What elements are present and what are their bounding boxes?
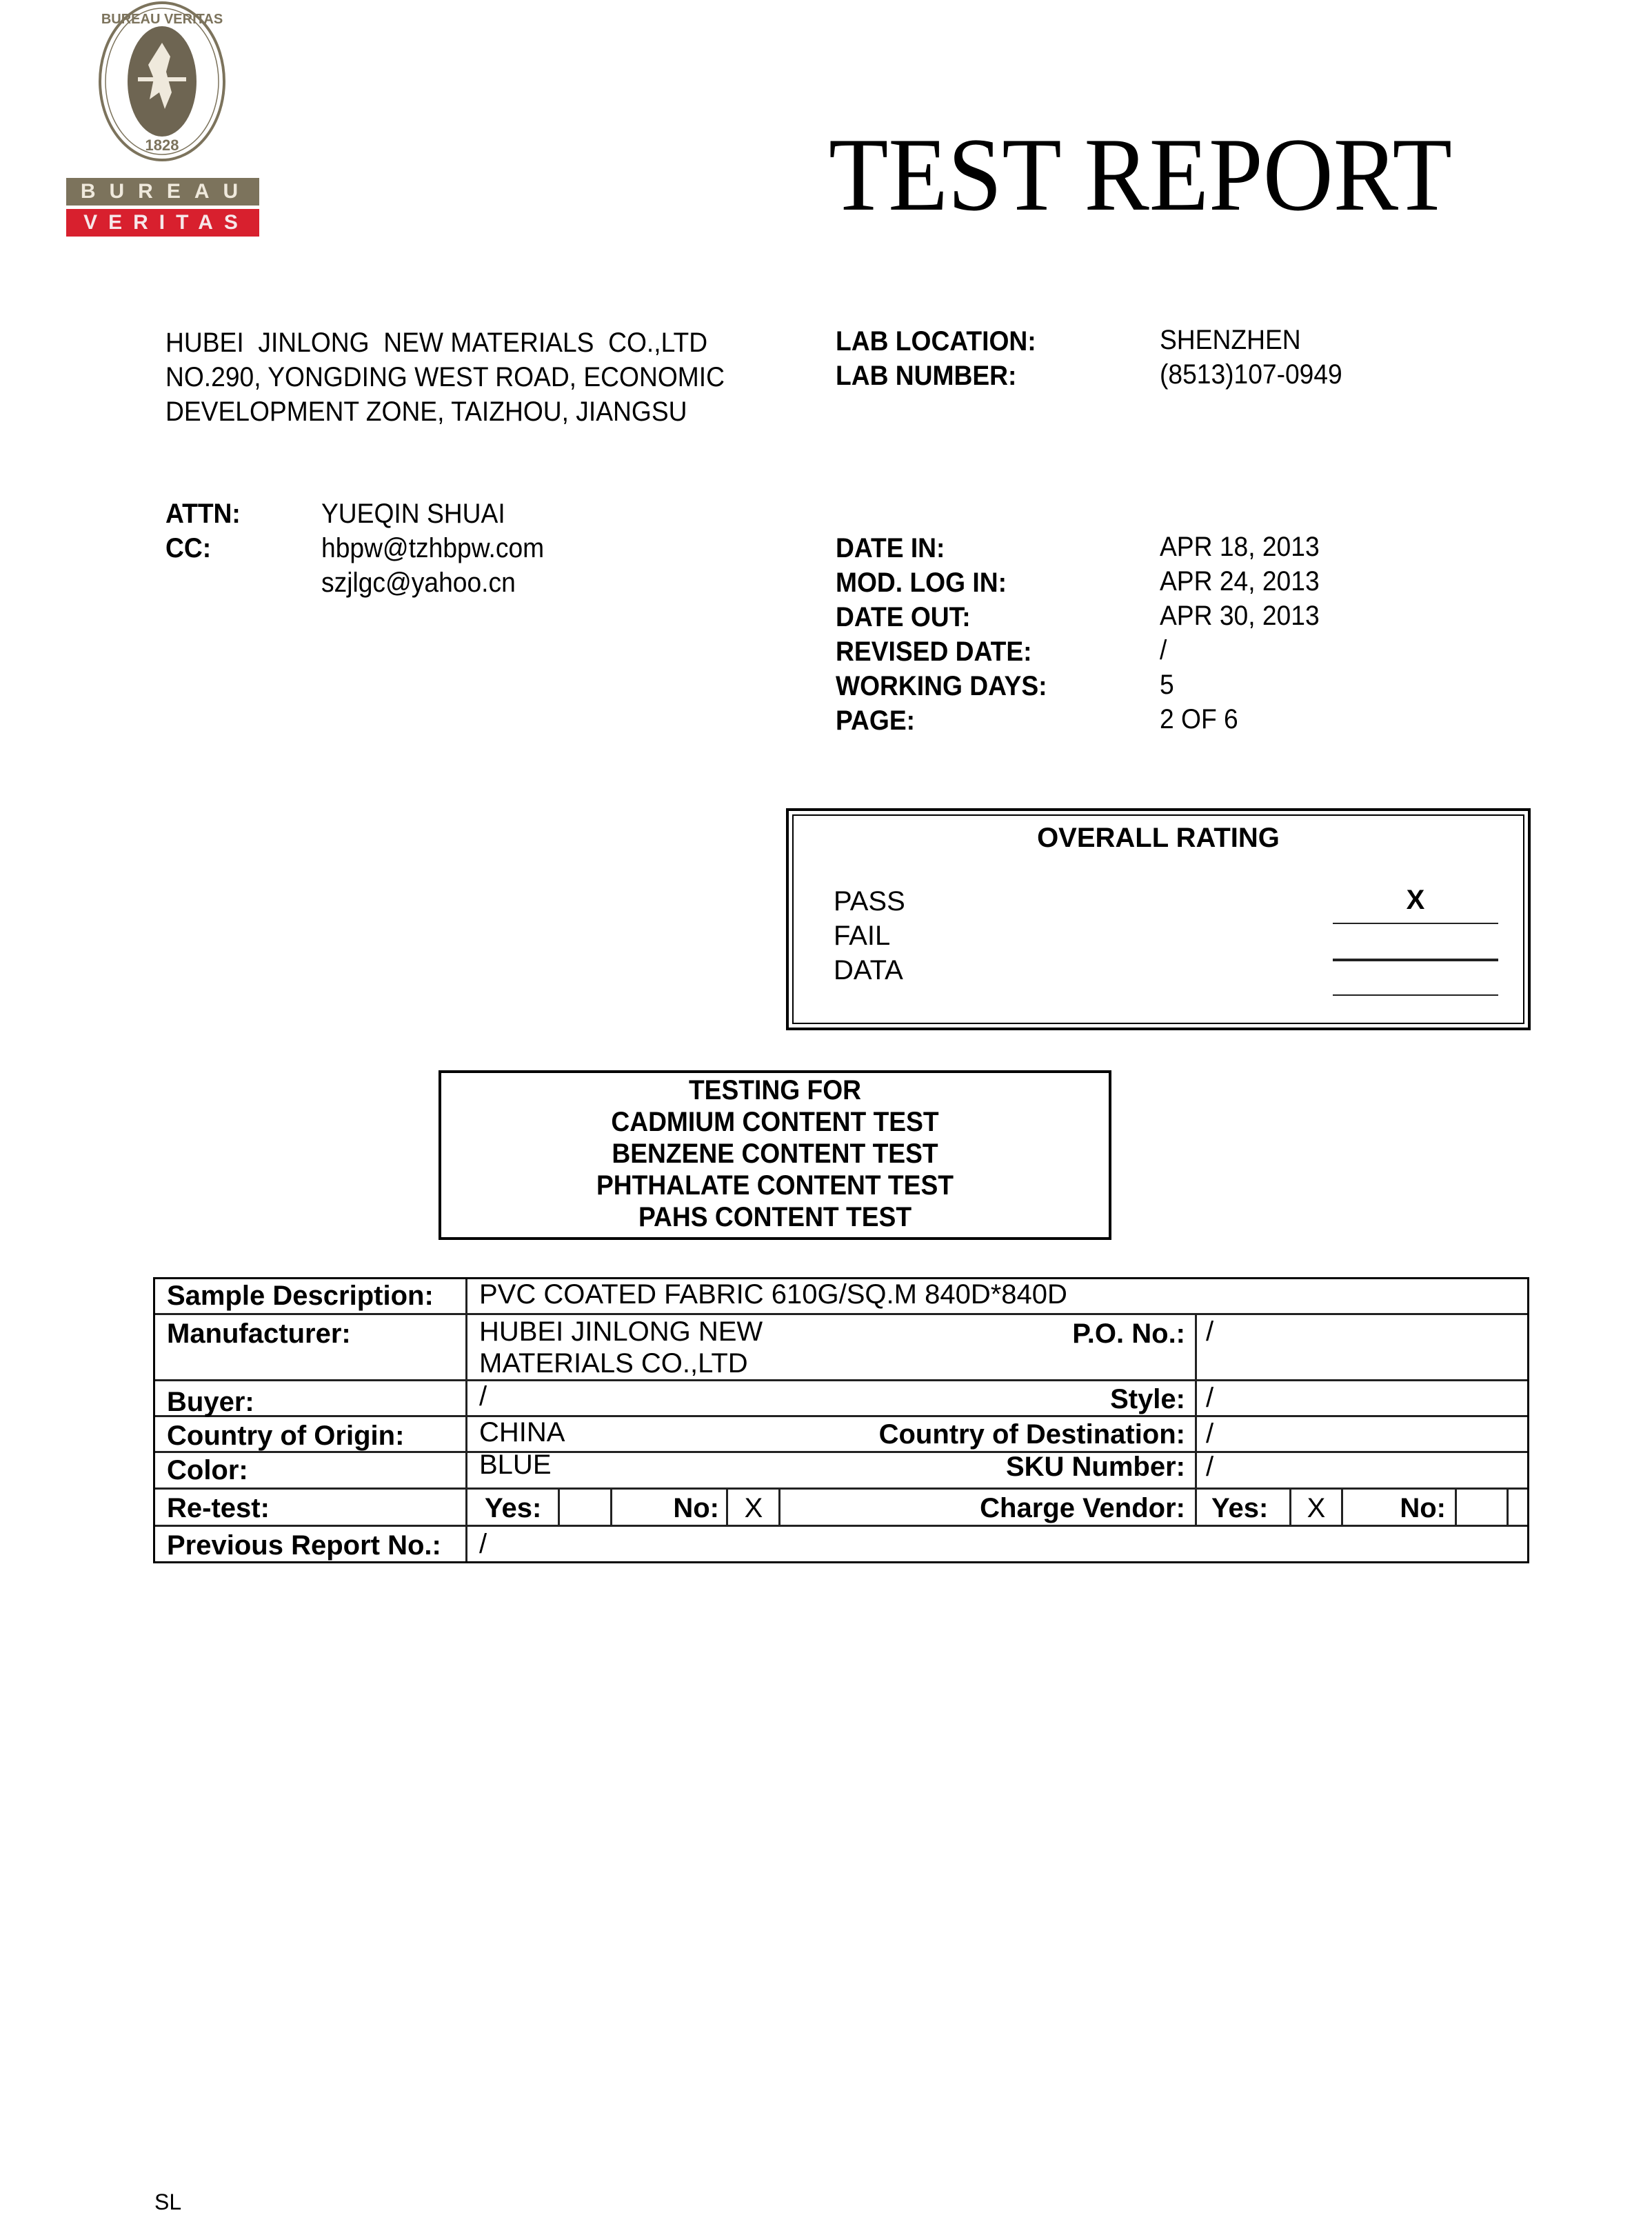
lab-number-value: (8513)107-0949	[1160, 359, 1342, 390]
attn-value: YUEQIN SHUAI	[321, 499, 505, 529]
client-address-line: DEVELOPMENT ZONE, TAIZHOU, JIANGSU	[165, 397, 687, 427]
rating-option-label: DATA	[834, 955, 903, 985]
country-of-destination-value: /	[1206, 1419, 1214, 1449]
style-label: Style:	[1110, 1384, 1185, 1414]
retest-no-checkbox[interactable]: X	[744, 1493, 763, 1523]
client-address	[165, 325, 725, 429]
charge-vendor-label: Charge Vendor:	[980, 1493, 1185, 1523]
date-label: MOD. LOG IN:	[836, 568, 1007, 598]
date-value: APR 24, 2013	[1160, 566, 1320, 597]
rating-option-label: PASS	[834, 886, 905, 916]
country-of-origin-value: CHINA	[479, 1417, 565, 1447]
testing-item: PHTHALATE CONTENT TEST	[596, 1170, 954, 1201]
col-divider	[1195, 1313, 1197, 1525]
rating-option-label: FAIL	[834, 921, 891, 951]
row-divider	[155, 1379, 1527, 1381]
date-label: DATE OUT:	[836, 602, 971, 632]
sku-number-value: /	[1206, 1452, 1214, 1482]
row-divider	[155, 1487, 1527, 1490]
attn-label: ATTN:	[165, 499, 241, 529]
client-address-line: HUBEI JINLONG NEW MATERIALS CO.,LTD	[165, 328, 708, 358]
country-of-destination-label: Country of Destination:	[878, 1419, 1185, 1450]
testing-item: BENZENE CONTENT TEST	[612, 1139, 938, 1169]
po-number-label: P.O. No.:	[1072, 1319, 1185, 1349]
cell-divider	[1507, 1487, 1509, 1525]
po-number-value: /	[1206, 1316, 1214, 1347]
lab-location-value: SHENZHEN	[1160, 325, 1301, 355]
manufacturer-value-line: MATERIALS CO.,LTD	[479, 1348, 748, 1379]
cell-divider	[1341, 1487, 1343, 1525]
footer-initials: SL	[154, 2190, 182, 2214]
cc-label: CC:	[165, 533, 212, 563]
date-value: 2 OF 6	[1160, 704, 1238, 734]
cell-divider	[610, 1487, 612, 1525]
lab-number-label: LAB NUMBER:	[836, 361, 1017, 391]
date-value: APR 18, 2013	[1160, 532, 1320, 562]
retest-yes-label: Yes:	[485, 1493, 542, 1523]
buyer-value: /	[479, 1381, 487, 1412]
date-label: WORKING DAYS:	[836, 671, 1047, 701]
lab-location-label: LAB LOCATION:	[836, 326, 1036, 357]
cell-divider	[778, 1487, 780, 1525]
color-label: Color:	[167, 1455, 248, 1485]
overall-rating-title: OVERALL RATING	[1037, 823, 1280, 853]
seal-icon	[97, 0, 228, 166]
color-value: BLUE	[479, 1450, 552, 1480]
rating-pass-line	[1333, 923, 1498, 924]
retest-no-label: No:	[673, 1493, 719, 1523]
rating-option-mark: X	[1406, 885, 1425, 915]
retest-label: Re-test:	[167, 1493, 270, 1523]
overall-rating-box	[786, 808, 1531, 1030]
charge-vendor-yes-label: Yes:	[1211, 1493, 1269, 1523]
testing-for-box	[439, 1070, 1111, 1240]
logo-band-bureau: BUREAU	[66, 178, 259, 206]
charge-vendor-yes-checkbox[interactable]: X	[1307, 1493, 1326, 1523]
testing-item: CADMIUM CONTENT TEST	[611, 1107, 939, 1137]
row-divider	[155, 1525, 1527, 1527]
svg-text:1828: 1828	[145, 137, 179, 154]
sku-number-label: SKU Number:	[1005, 1452, 1185, 1482]
buyer-label: Buyer:	[167, 1387, 254, 1417]
cell-divider	[558, 1487, 560, 1525]
svg-text:BUREAU VERITAS: BUREAU VERITAS	[101, 12, 223, 27]
logo-band-veritas: VERITAS	[66, 209, 259, 237]
date-label: REVISED DATE:	[836, 637, 1032, 667]
charge-vendor-no-label: No:	[1400, 1493, 1446, 1523]
page-title: TEST REPORT	[829, 117, 1452, 232]
previous-report-value: /	[479, 1529, 487, 1559]
country-of-origin-label: Country of Origin:	[167, 1421, 405, 1451]
date-value: 5	[1160, 670, 1174, 700]
date-value: APR 30, 2013	[1160, 601, 1320, 631]
date-value: /	[1160, 635, 1167, 665]
sample-info-table	[153, 1277, 1529, 1563]
bureau-veritas-logo	[66, 0, 261, 238]
col-divider	[465, 1279, 467, 1561]
row-divider	[155, 1415, 1527, 1417]
row-divider	[155, 1313, 1527, 1315]
rating-data-line	[1333, 994, 1498, 996]
testing-heading: TESTING FOR	[688, 1075, 862, 1105]
style-value: /	[1206, 1383, 1214, 1413]
cc-email[interactable]: hbpw@tzhbpw.com	[321, 533, 545, 563]
cell-divider	[726, 1487, 728, 1525]
cell-divider	[1289, 1487, 1291, 1525]
manufacturer-label: Manufacturer:	[167, 1319, 351, 1349]
date-label: PAGE:	[836, 705, 916, 736]
testing-item: PAHS CONTENT TEST	[638, 1202, 912, 1232]
cell-divider	[1455, 1487, 1457, 1525]
sample-description-label: Sample Description:	[167, 1281, 434, 1311]
sample-description-value: PVC COATED FABRIC 610G/SQ.M 840D*840D	[479, 1279, 1067, 1310]
manufacturer-value-line: HUBEI JINLONG NEW	[479, 1316, 763, 1347]
cc-email[interactable]: szjlgc@yahoo.cn	[321, 568, 516, 598]
date-label: DATE IN:	[836, 533, 945, 563]
previous-report-label: Previous Report No.:	[167, 1530, 441, 1561]
client-address-line: NO.290, YONGDING WEST ROAD, ECONOMIC	[165, 362, 725, 392]
rating-fail-line	[1333, 959, 1498, 961]
